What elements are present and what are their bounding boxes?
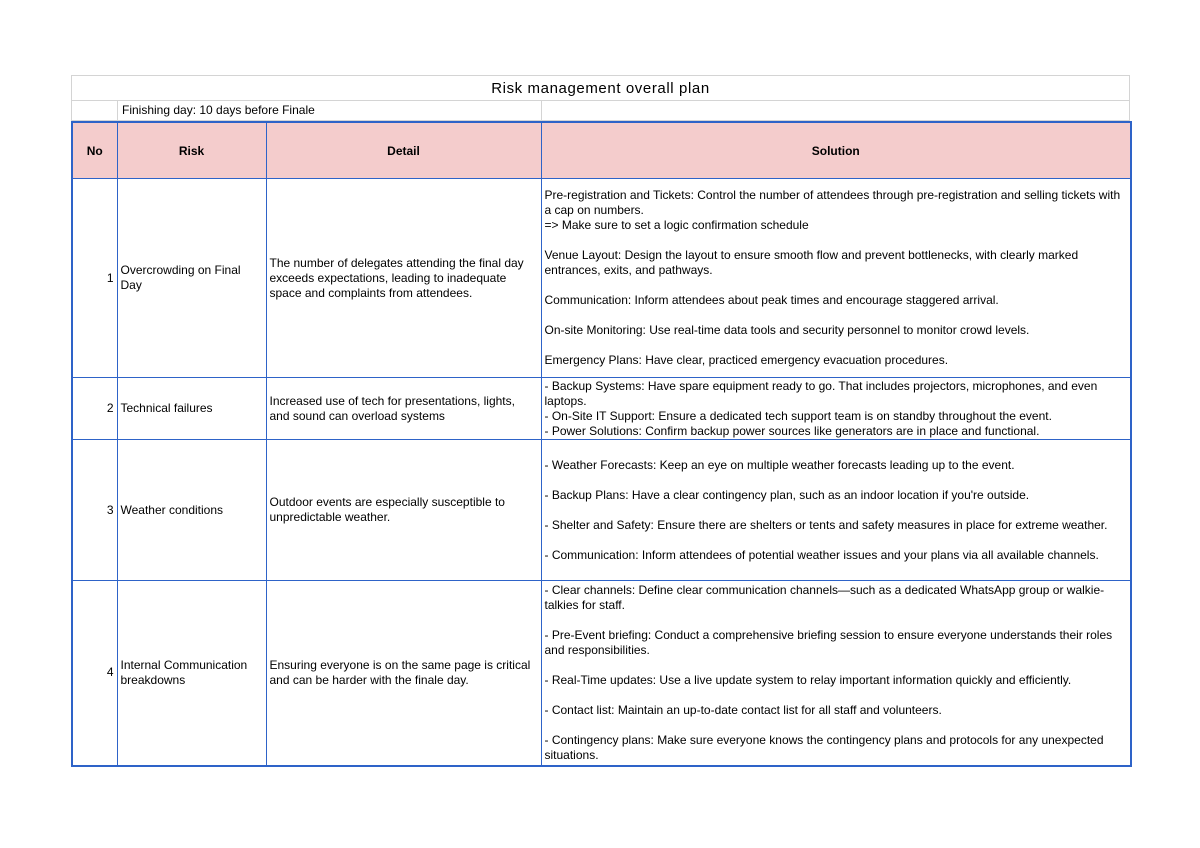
table-row xyxy=(72,440,1131,581)
row-number: 1 xyxy=(72,179,117,378)
solution-line: - Pre-Event briefing: Conduct a comprehensive briefing session to ensure everyone understands their roles and responsibilities. xyxy=(544,627,1113,657)
header-no: No xyxy=(72,122,117,179)
solution-line: Pre-registration and Tickets: Control the number of attendees through pre-registration and selling tickets with a cap on numbers. xyxy=(544,188,1121,217)
solution-cell xyxy=(541,378,1131,440)
subtitle-blank-cell xyxy=(72,101,118,120)
risk-cell: Weather conditions xyxy=(117,440,266,581)
solution-line: - Clear channels: Define clear communication channels—such as a dedicated WhatsApp group or walkie-talkies for staff. xyxy=(544,582,1105,612)
solution-cell xyxy=(541,581,1131,766)
row-number: 2 xyxy=(72,378,117,440)
solution-line: - Real-Time updates: Use a live update system to relay important information quickly and efficiently. xyxy=(544,672,1072,687)
sheet-title: Risk management overall plan xyxy=(71,75,1130,100)
risk-cell: Internal Communication breakdowns xyxy=(117,581,266,766)
solution-line: - Shelter and Safety: Ensure there are shelters or tents and safety measures in place for extreme weather. xyxy=(544,517,1108,532)
solution-line: - On-Site IT Support: Ensure a dedicated tech support team is on standby throughout the event. xyxy=(544,408,1052,423)
solution-line: - Contingency plans: Make sure everyone knows the contingency plans and protocols for any unexpected situations. xyxy=(544,732,1104,762)
solution-line: On-site Monitoring: Use real-time data tools and security personnel to monitor crowd levels. xyxy=(544,323,1030,337)
table-row xyxy=(72,581,1131,766)
solution-line: - Contact list: Maintain an up-to-date contact list for all staff and volunteers. xyxy=(544,702,942,717)
subtitle-empty-cell xyxy=(542,101,1129,120)
detail-cell: The number of delegates attending the final day exceeds expectations, leading to inadequate space and complaints from attendees. xyxy=(266,179,541,378)
solution-line: - Communication: Inform attendees of potential weather issues and your plans via all available channels. xyxy=(544,547,1099,562)
row-number: 3 xyxy=(72,440,117,581)
subtitle-row xyxy=(71,100,1130,121)
risk-table xyxy=(71,121,1132,767)
header-detail: Detail xyxy=(266,122,541,179)
solution-cell xyxy=(541,179,1131,378)
solution-line: Emergency Plans: Have clear, practiced emergency evacuation procedures. xyxy=(544,353,949,367)
solution-line: => Make sure to set a logic confirmation schedule xyxy=(544,218,809,232)
solution-line: Venue Layout: Design the layout to ensure smooth flow and prevent bottlenecks, with clearly marked entrances, exits, and pathways. xyxy=(544,248,1079,277)
header-solution: Solution xyxy=(541,122,1131,179)
header-risk: Risk xyxy=(117,122,266,179)
solution-cell xyxy=(541,440,1131,581)
subtitle-cell: Finishing day: 10 days before Finale xyxy=(118,101,542,120)
solution-line: - Weather Forecasts: Keep an eye on multiple weather forecasts leading up to the event. xyxy=(544,457,1015,472)
header-row xyxy=(72,122,1131,179)
risk-sheet xyxy=(71,75,1130,767)
table-row xyxy=(72,179,1131,378)
solution-line: - Backup Plans: Have a clear contingency plan, such as an indoor location if you're outside. xyxy=(544,487,1030,502)
solution-line: Communication: Inform attendees about peak times and encourage staggered arrival. xyxy=(544,293,999,307)
row-number: 4 xyxy=(72,581,117,766)
solution-line: - Power Solutions: Confirm backup power sources like generators are in place and functional. xyxy=(544,423,1040,438)
table-row xyxy=(72,378,1131,440)
detail-cell: Ensuring everyone is on the same page is critical and can be harder with the finale day. xyxy=(266,581,541,766)
solution-line: - Backup Systems: Have spare equipment ready to go. That includes projectors, microphones, and even laptops. xyxy=(544,378,1098,408)
risk-cell: Overcrowding on Final Day xyxy=(117,179,266,378)
detail-cell: Outdoor events are especially susceptible to unpredictable weather. xyxy=(266,440,541,581)
risk-cell: Technical failures xyxy=(117,378,266,440)
detail-cell: Increased use of tech for presentations, lights, and sound can overload systems xyxy=(266,378,541,440)
